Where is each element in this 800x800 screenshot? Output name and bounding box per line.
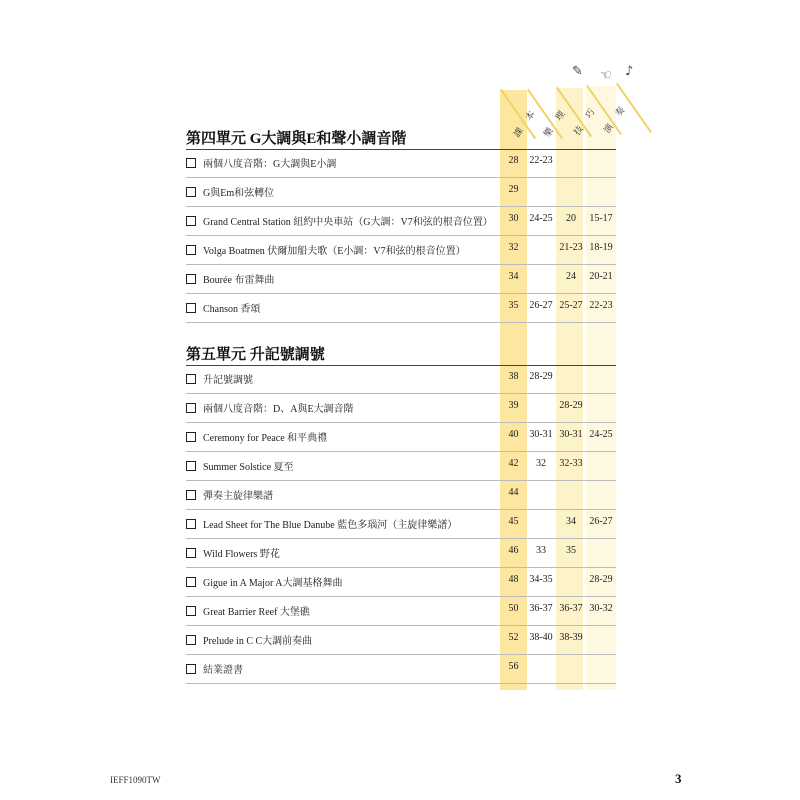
theory-page: 28-29 xyxy=(529,371,553,382)
piece-title: Gigue in A Major A大調基格舞曲 xyxy=(203,578,343,589)
technic-page: 32-33 xyxy=(559,458,583,469)
table-row xyxy=(186,483,616,511)
lesson-page: 39 xyxy=(508,400,519,411)
perform-page: 20-21 xyxy=(589,271,613,282)
row-divider xyxy=(186,206,616,207)
row-divider xyxy=(186,654,616,655)
table-row xyxy=(186,296,616,324)
unit-5-rule xyxy=(186,365,616,366)
row-divider xyxy=(186,422,616,423)
checkbox[interactable] xyxy=(186,606,196,616)
table-row xyxy=(186,541,616,569)
unit-5-title: 第五單元 升記號調號 xyxy=(186,347,325,363)
technic-page: 21-23 xyxy=(559,242,583,253)
table-row xyxy=(186,238,616,266)
music-note-icon: ♪ xyxy=(625,64,634,79)
checkbox[interactable] xyxy=(186,216,196,226)
piece-title: Great Barrier Reef 大堡礁 xyxy=(203,607,310,618)
checkbox[interactable] xyxy=(186,519,196,529)
lesson-page: 38 xyxy=(508,371,519,382)
row-divider xyxy=(186,683,616,684)
piece-title: Prelude in C C大調前奏曲 xyxy=(203,636,313,647)
piece-title: 彈奏主旋律樂譜 xyxy=(203,491,273,502)
lesson-page: 35 xyxy=(508,300,519,311)
piece-title: 結業證書 xyxy=(203,665,243,676)
table-row xyxy=(186,425,616,453)
perform-page: 18-19 xyxy=(589,242,613,253)
technic-page: 28-29 xyxy=(559,400,583,411)
checkbox[interactable] xyxy=(186,403,196,413)
technic-page: 30-31 xyxy=(559,429,583,440)
row-divider xyxy=(186,538,616,539)
row-divider xyxy=(186,264,616,265)
checkbox[interactable] xyxy=(186,374,196,384)
checkbox[interactable] xyxy=(186,245,196,255)
row-divider xyxy=(186,625,616,626)
piece-title: 兩個八度音階：D、A與E大調音階 xyxy=(203,404,354,415)
theory-page: 36-37 xyxy=(529,603,553,614)
table-row xyxy=(186,209,616,237)
piece-title: G與Em和弦轉位 xyxy=(203,188,275,199)
page-number: 3 xyxy=(675,771,682,786)
piece-title: Lead Sheet for The Blue Danube 藍色多瑙河（主旋律樂譜） xyxy=(203,520,458,531)
checkbox[interactable] xyxy=(186,490,196,500)
lesson-page: 40 xyxy=(508,429,519,440)
lesson-page: 28 xyxy=(508,155,519,166)
piece-title: Summer Solstice 夏至 xyxy=(203,462,294,473)
theory-page: 33 xyxy=(536,545,546,556)
table-row xyxy=(186,628,616,656)
lesson-page: 50 xyxy=(508,603,519,614)
table-row xyxy=(186,570,616,598)
row-divider xyxy=(186,596,616,597)
perform-page: 22-23 xyxy=(589,300,613,311)
lesson-page: 48 xyxy=(508,574,519,585)
theory-page: 32 xyxy=(536,458,546,469)
technic-column-header: 技 巧 xyxy=(572,107,598,138)
perform-page: 26-27 xyxy=(589,516,613,527)
table-row xyxy=(186,657,616,685)
piece-title: 升記號調號 xyxy=(203,375,253,386)
piece-title: Grand Central Station 紐約中央車站（G大調：V7和弦的根音位置） xyxy=(203,217,493,228)
row-divider xyxy=(186,567,616,568)
hand-icon: ☜ xyxy=(600,68,612,83)
lesson-page: 52 xyxy=(508,632,519,643)
piece-title: Wild Flowers 野花 xyxy=(203,549,280,560)
piece-title: 兩個八度音階：G大調與E小調 xyxy=(203,159,337,170)
piece-title: Chanson 香頌 xyxy=(203,304,261,315)
table-row xyxy=(186,267,616,295)
checkbox[interactable] xyxy=(186,635,196,645)
piece-title: Ceremony for Peace 和平典禮 xyxy=(203,433,328,444)
checkbox[interactable] xyxy=(186,461,196,471)
technic-page: 38-39 xyxy=(559,632,583,643)
checkbox[interactable] xyxy=(186,548,196,558)
perform-page: 24-25 xyxy=(589,429,613,440)
perform-column-header: 演 奏 xyxy=(602,105,628,136)
checkbox[interactable] xyxy=(186,303,196,313)
checkbox[interactable] xyxy=(186,577,196,587)
table-row xyxy=(186,599,616,627)
checkbox[interactable] xyxy=(186,274,196,284)
table-row xyxy=(186,151,616,179)
perform-page: 28-29 xyxy=(589,574,613,585)
technic-page: 36-37 xyxy=(559,603,583,614)
checkbox[interactable] xyxy=(186,158,196,168)
table-row xyxy=(186,512,616,540)
row-divider xyxy=(186,293,616,294)
table-row xyxy=(186,396,616,424)
theory-page: 24-25 xyxy=(529,213,553,224)
piece-title: Volga Boatmen 伏爾加船夫歌（E小調：V7和弦的根音位置） xyxy=(203,246,466,257)
lesson-page: 29 xyxy=(508,184,519,195)
unit-4-title: 第四單元 G大調與E和聲小調音階 xyxy=(186,131,407,147)
technic-page: 25-27 xyxy=(559,300,583,311)
perform-page: 30-32 xyxy=(589,603,613,614)
lesson-page: 42 xyxy=(508,458,519,469)
lesson-page: 32 xyxy=(508,242,519,253)
lesson-page: 45 xyxy=(508,516,519,527)
table-row xyxy=(186,367,616,395)
row-divider xyxy=(186,509,616,510)
technic-page: 24 xyxy=(566,271,576,282)
row-divider xyxy=(186,451,616,452)
technic-page: 20 xyxy=(566,213,576,224)
row-divider xyxy=(186,480,616,481)
lesson-page: 34 xyxy=(508,271,519,282)
table-row xyxy=(186,180,616,208)
row-divider xyxy=(186,393,616,394)
lesson-page: 44 xyxy=(508,487,519,498)
lesson-column-header: 課 本 xyxy=(512,109,538,140)
technic-page: 34 xyxy=(566,516,576,527)
checkbox[interactable] xyxy=(186,432,196,442)
theory-page: 38-40 xyxy=(529,632,553,643)
checkbox[interactable] xyxy=(186,664,196,674)
theory-page: 22-23 xyxy=(529,155,553,166)
row-divider xyxy=(186,235,616,236)
theory-page: 26-27 xyxy=(529,300,553,311)
pencil-icon: ✎ xyxy=(572,64,583,79)
theory-column-header: 樂 理 xyxy=(542,109,568,140)
lesson-page: 56 xyxy=(508,661,519,672)
lesson-page: 46 xyxy=(508,545,519,556)
row-divider xyxy=(186,177,616,178)
lesson-page: 30 xyxy=(508,213,519,224)
technic-page: 35 xyxy=(566,545,576,556)
theory-page: 34-35 xyxy=(529,574,553,585)
checkbox[interactable] xyxy=(186,187,196,197)
footer-code: IEFF1090TW xyxy=(110,775,161,785)
unit-4-rule xyxy=(186,149,616,150)
table-row xyxy=(186,454,616,482)
perform-page: 15-17 xyxy=(589,213,613,224)
piece-title: Bourée 布雷舞曲 xyxy=(203,275,275,286)
theory-page: 30-31 xyxy=(529,429,553,440)
row-divider xyxy=(186,322,616,323)
